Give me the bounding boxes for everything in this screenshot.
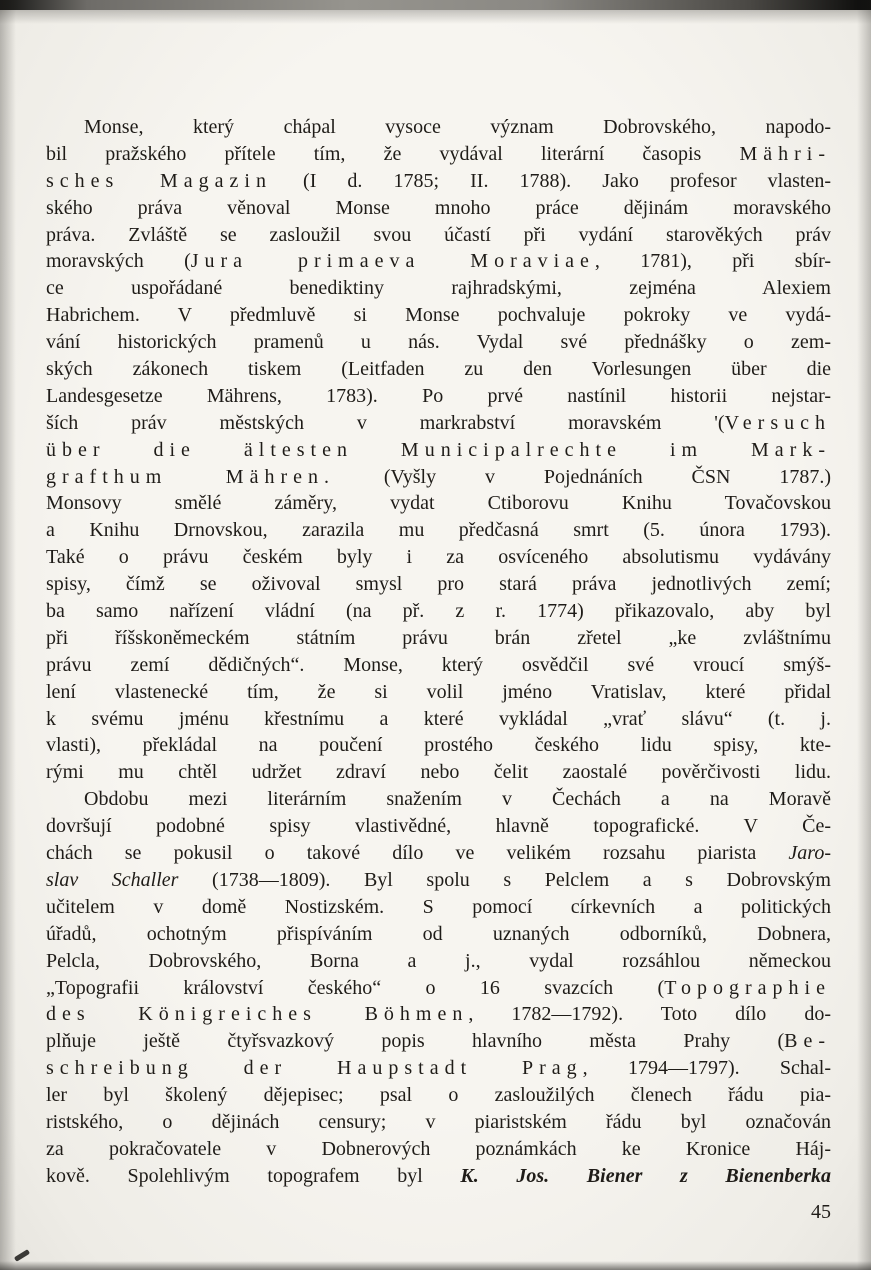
- text-line: [46, 1109, 831, 1136]
- body-text: za pokračovatele v Dobnerových poznámkách ke Kronice Háj-: [46, 1137, 831, 1160]
- text-line: [46, 410, 831, 437]
- text-line: [46, 975, 831, 1002]
- text-line: [46, 894, 831, 921]
- body-text: učitelem v domě Nostizském. S pomocí církevních a politických: [46, 895, 831, 918]
- body-text: právu zemí dědičných“. Monse, který osvědčil své vroucí smýš-: [46, 653, 831, 676]
- emphasis-text: slav Schaller: [46, 868, 179, 891]
- text-line: [46, 598, 831, 625]
- body-text: (I d. 1785; II. 1788). Jako profesor vlasten-: [271, 169, 831, 192]
- text-line: [46, 114, 831, 141]
- letterspaced-text: Be-: [784, 1030, 831, 1053]
- text-line: [46, 383, 831, 410]
- page-text: [46, 114, 831, 1190]
- scan-corner-artifact: [14, 1249, 30, 1262]
- body-text: Monsovy smělé záměry, vydat Ctiborovu Knihu Tovačovskou: [46, 492, 831, 515]
- text-line: [46, 195, 831, 222]
- text-line: [46, 248, 831, 275]
- body-text: Monse, který chápal vysoce význam Dobrovského, napodo-: [84, 116, 831, 138]
- scan-top-shadow: [0, 10, 871, 24]
- text-line: [46, 679, 831, 706]
- text-line: [46, 921, 831, 948]
- body-text: moravských (: [46, 250, 191, 273]
- body-text: „Topografii království českého“ o 16 svazcích (: [46, 976, 665, 999]
- body-text: ského práva věnoval Monse mnoho práce dějinám moravského: [46, 196, 831, 219]
- letterspaced-text: Topographie: [664, 976, 831, 999]
- body-text: plňuje ještě čtyřsvazkový popis hlavního města Prahy (: [46, 1030, 785, 1053]
- text-line: [46, 1163, 831, 1190]
- text-line: [46, 652, 831, 679]
- text-line: [46, 222, 831, 249]
- body-text: kově. Spolehlivým topografem byl: [46, 1164, 461, 1187]
- body-text: vání historických pramenů u nás. Vydal své přednášky o zem-: [46, 331, 831, 354]
- text-line: [46, 867, 831, 894]
- body-text: ších práv městských v markrabství moravském '(: [46, 411, 725, 434]
- text-line: [46, 490, 831, 517]
- scan-top-edge-artifact: [0, 0, 871, 10]
- body-text: Obdobu mezi literárním snažením v Čechách a na Moravě: [84, 788, 831, 811]
- text-line: [46, 302, 831, 329]
- text-line: [46, 571, 831, 598]
- text-line: [46, 168, 831, 195]
- body-text: Landesgesetze Mährens, 1783). Po prvé nastínil historii nejstar-: [46, 384, 831, 407]
- text-line: [46, 1001, 831, 1028]
- body-text: Pelcla, Dobrovského, Borna a j., vydal rozsáhlou německou: [46, 949, 831, 972]
- text-line: [46, 732, 831, 759]
- letterspaced-text: Jura primaeva Moraviae: [190, 250, 595, 273]
- body-text: (Vyšly v Pojednáních ČSN 1787.): [334, 465, 831, 488]
- text-line: [46, 544, 831, 571]
- text-line: [46, 356, 831, 383]
- text-line: [46, 840, 831, 867]
- text-line: [46, 329, 831, 356]
- text-line: [46, 437, 831, 464]
- text-line: [46, 517, 831, 544]
- scan-bottom-edge-artifact: [0, 1261, 871, 1270]
- body-text: , 1794—1797). Schal-: [582, 1057, 831, 1080]
- text-line: [46, 141, 831, 168]
- body-text: spisy, čímž se oživoval smysl pro stará práva jednotlivých zemí;: [46, 573, 831, 596]
- body-text: vlasti), překládal na poučení prostého českého lidu spisy, kte-: [46, 734, 831, 757]
- body-text: ce uspořádané benediktiny rajhradskými, zejména Alexiem: [46, 277, 831, 300]
- emphasis-text: K. Jos. Biener z Bienenberka: [460, 1164, 831, 1187]
- body-text: ských zákonech tiskem (Leitfaden zu den Vorlesungen über die: [46, 358, 831, 381]
- body-text: práva. Zvláště se zasloužil svou účastí při vydání starověkých práv: [46, 223, 831, 246]
- text-line: [46, 813, 831, 840]
- scan-left-shadow: [0, 0, 16, 1270]
- text-line: [46, 706, 831, 733]
- letterspaced-text: sches Magazin: [46, 169, 272, 192]
- text-line: [46, 1055, 831, 1082]
- body-text: ristského, o dějinách censury; v piaristském řádu byl označován: [46, 1110, 831, 1133]
- page-number: 45: [811, 1201, 831, 1223]
- text-line: [46, 275, 831, 302]
- body-text: úřadů, ochotným přispíváním od uznaných odborníků, Dobnera,: [46, 922, 831, 945]
- body-text: ba samo nařízení vládní (na př. z r. 1774) přikazovalo, aby byl: [46, 600, 831, 623]
- letterspaced-text: schreibung der Haupstadt Prag: [46, 1057, 583, 1080]
- letterspaced-text: über die ältesten Municipalrechte im Mark-: [46, 438, 831, 461]
- body-text: při říšskoněmeckém státním právu brán zřetel „ke zvláštnímu: [46, 626, 831, 649]
- body-text: dovršují podobné spisy vlastivědné, hlavně topografické. V Če-: [46, 815, 831, 838]
- emphasis-text: Jaro-: [788, 842, 831, 865]
- body-text: k svému jménu křestnímu a které vykládal „vrať slávu“ (t. j.: [46, 707, 831, 730]
- body-text: , 1781), při sbír-: [594, 250, 831, 273]
- letterspaced-text: des Königreiches Böhmen: [46, 1003, 469, 1026]
- body-text: (1738—1809). Byl spolu s Pelclem a s Dobrovským: [178, 868, 831, 891]
- body-text: bil pražského přítele tím, že vydával literární časopis: [46, 142, 740, 165]
- body-text: , 1782—1792). Toto dílo do-: [468, 1003, 831, 1026]
- body-text: ler byl školený dějepisec; psal o zasloužilých členech řádu pia-: [46, 1084, 831, 1107]
- text-line: [46, 786, 831, 813]
- letterspaced-text: grafthum Mähren.: [46, 465, 335, 488]
- scan-right-shadow: [857, 0, 871, 1270]
- body-text: chách se pokusil o takové dílo ve velikém rozsahu piarista: [46, 842, 789, 865]
- body-text: Habrichem. V předmluvě si Monse pochvaluje pokroky ve vydá-: [46, 304, 831, 327]
- text-line: [46, 625, 831, 652]
- text-line: [46, 1136, 831, 1163]
- body-text: lení vlastenecké tím, že si volil jméno Vratislav, které přidal: [46, 680, 831, 703]
- body-text: rými mu chtěl udržet zdraví nebo čelit zaostalé pověrčivosti lidu.: [46, 761, 831, 784]
- letterspaced-text: Versuch: [724, 411, 831, 434]
- letterspaced-text: Mähri-: [739, 142, 831, 165]
- text-line: [46, 464, 831, 491]
- text-line: [46, 948, 831, 975]
- text-line: [46, 1028, 831, 1055]
- body-text: a Knihu Drnovskou, zarazila mu předčasná smrt (5. února 1793).: [46, 519, 831, 542]
- text-line: [46, 759, 831, 786]
- text-line: [46, 1082, 831, 1109]
- body-text: Také o právu českém byly i za osvíceného absolutismu vydávány: [46, 546, 831, 569]
